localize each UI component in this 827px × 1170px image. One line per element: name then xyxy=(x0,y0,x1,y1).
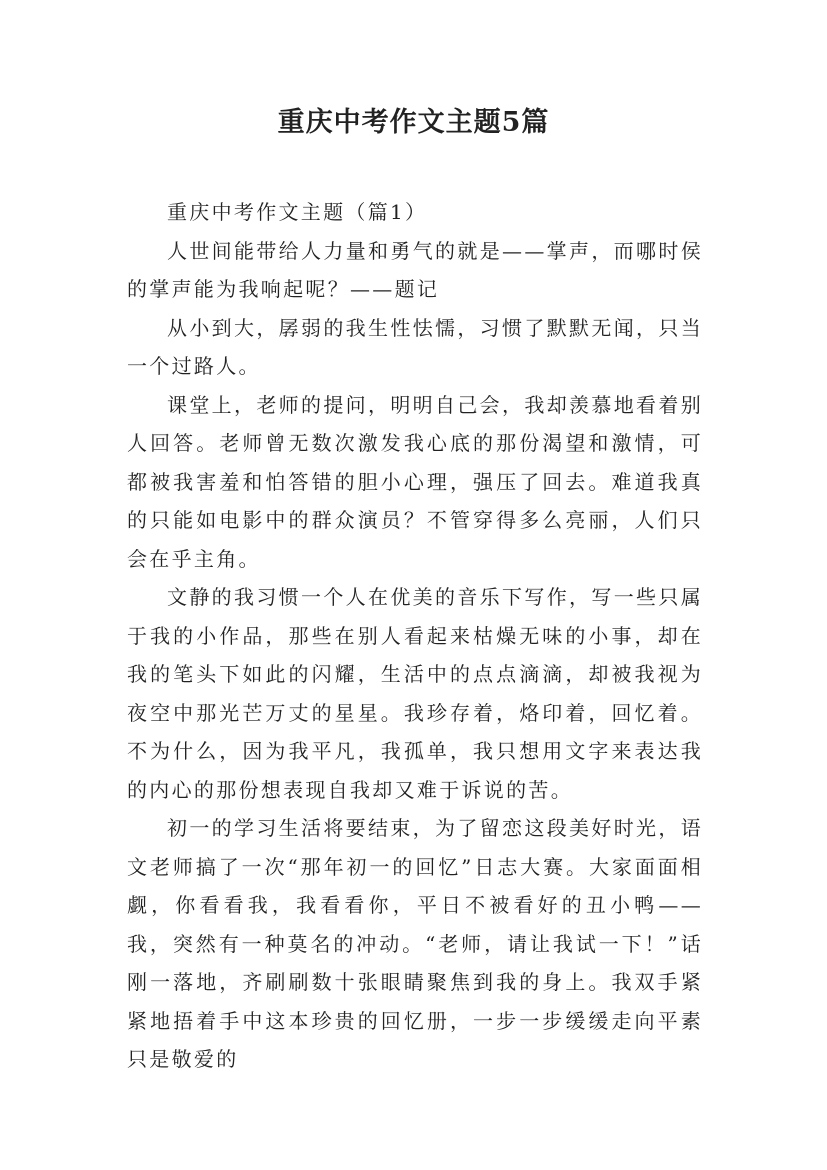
paragraph: 课堂上，老师的提问，明明自己会，我却羡慕地看着别人回答。老师曾无数次激发我心底的那份渴望和激情，可都被我害羞和怕答错的胆小心理，强压了回去。难道我真的只能如电影中的群众演员？不管穿得多么亮丽，人们只会在乎主角。 xyxy=(127,392,703,571)
paragraph: 初一的学习生活将要结束，为了留恋这段美好时光，语文老师搞了一次“那年初一的回忆”日志大赛。大家面面相觑，你看看我，我看看你，平日不被看好的丑小鸭——我，突然有一种莫名的冲动。“老师，请让我试一下！”话刚一落地，齐刷刷数十张眼睛聚焦到我的身上。我双手紧紧地捂着手中这本珍贵的回忆册，一步一步缓缓走向平素只是敬爱的 xyxy=(127,816,703,1071)
paragraph: 人世间能带给人力量和勇气的就是——掌声，而哪时侯的掌声能为我响起呢？——题记 xyxy=(127,238,703,301)
document-body xyxy=(127,193,703,1079)
document-title: 重庆中考作文主题5篇 xyxy=(277,107,550,138)
paragraph: 文静的我习惯一个人在优美的音乐下写作，写一些只属于我的小作品，那些在别人看起来枯燥无味的小事，却在我的笔头下如此的闪耀，生活中的点点滴滴，却被我视为夜空中那光芒万丈的星星。我珍存着，烙印着，回忆着。不为什么，因为我平凡，我孤单，我只想用文字来表达我的内心的那份想表现自我却又难于诉说的苦。 xyxy=(127,585,703,802)
section-heading: 重庆中考作文主题（篇1） xyxy=(167,200,428,224)
paragraph: 从小到大，孱弱的我生性怯懦，习惯了默默无闻，只当一个过路人。 xyxy=(127,315,703,378)
